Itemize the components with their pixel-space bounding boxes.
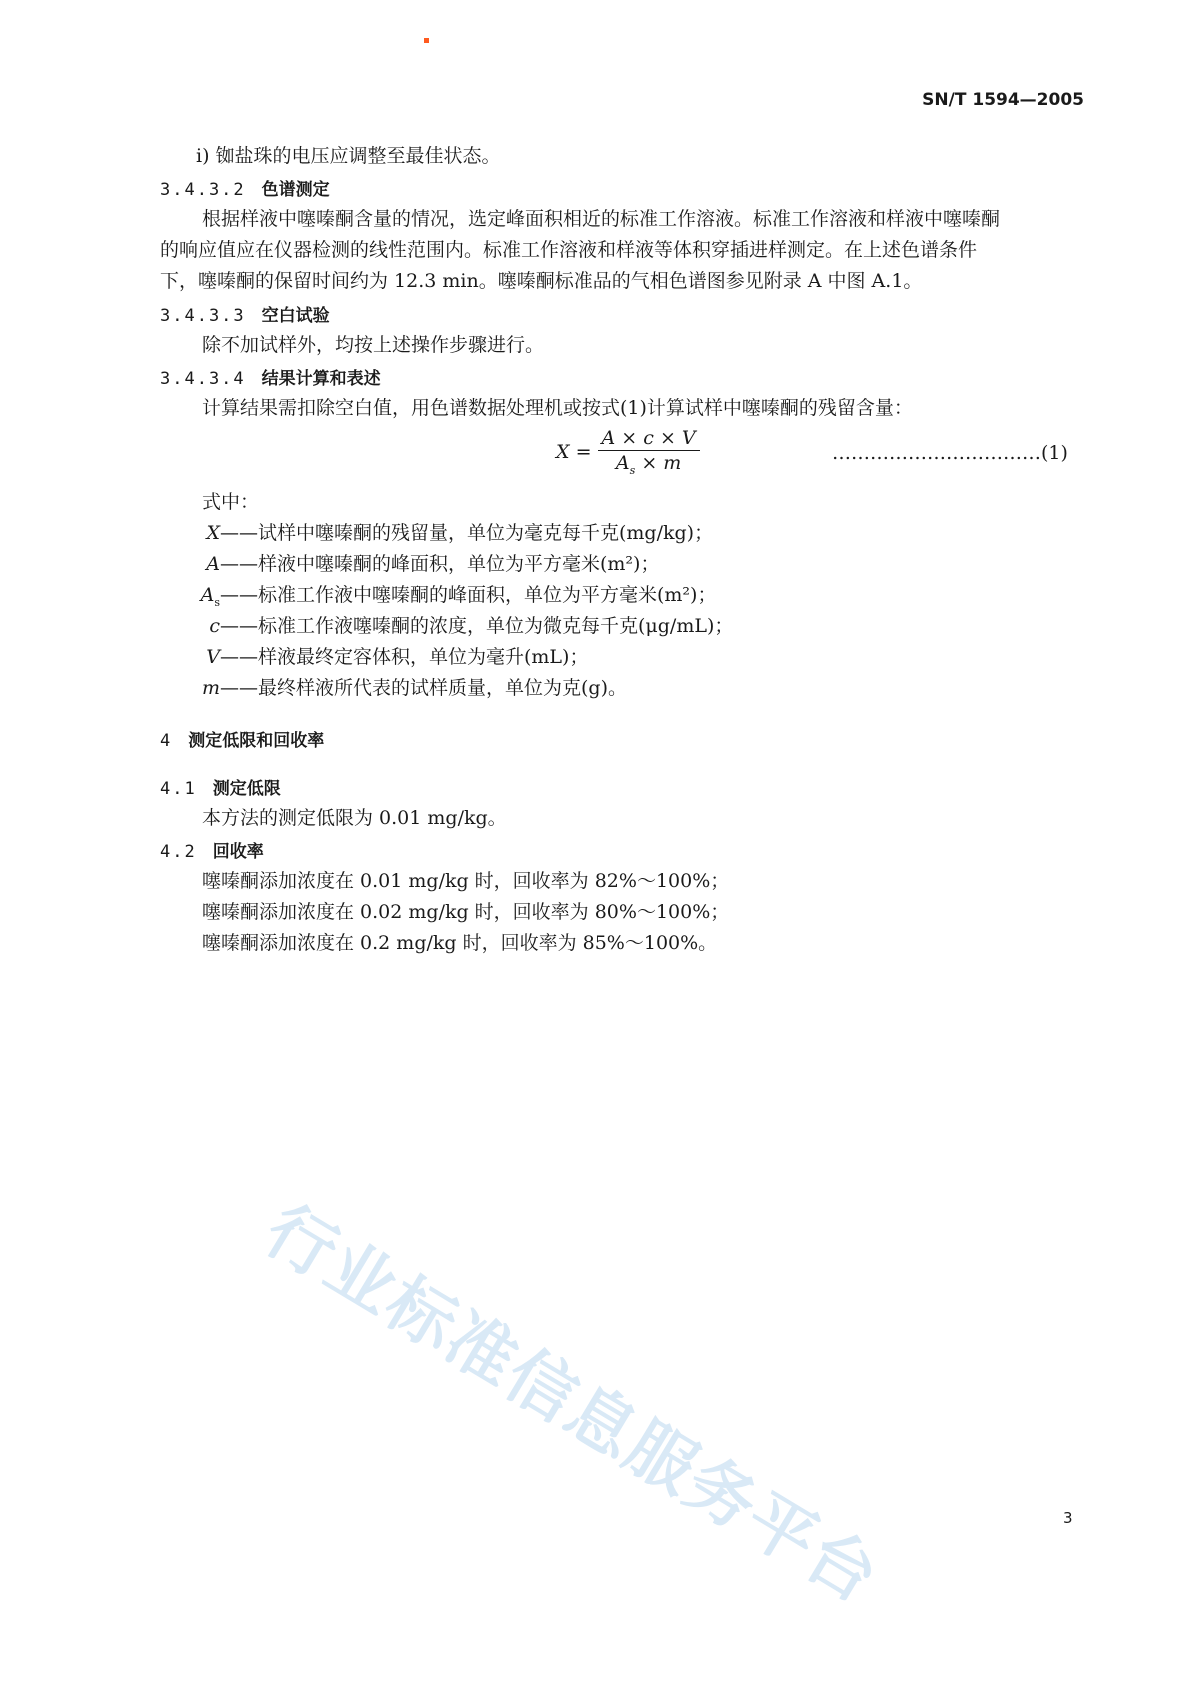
section-number: 4.1 xyxy=(160,779,197,799)
section-number: 3.4.3.4 xyxy=(160,369,246,389)
section-heading-3-4-3-4 xyxy=(160,364,381,389)
paragraph-line: 下，噻嗪酮的保留时间约为 12.3 min。噻嗪酮标准品的气相色谱图参见附录 A 中图 A.1。 xyxy=(160,270,923,292)
where-intro: 式中： xyxy=(202,491,260,513)
section-heading-3-4-3-2 xyxy=(160,175,330,200)
formula-numerator: A × c × V xyxy=(598,427,700,451)
variable-definition-a: A——样液中噻嗪酮的峰面积，单位为平方毫米(m²)； xyxy=(206,553,660,575)
variable-definition-as: $A_s——$标准工作液中噻嗪酮的峰面积，单位为平方毫米(m²)； xyxy=(200,584,717,609)
recovery-line: 噻嗪酮添加浓度在 0.2 mg/kg 时，回收率为 85%～100%。 xyxy=(202,932,718,954)
variable-definition-m: m——最终样液所代表的试样质量，单位为克(g)。 xyxy=(201,677,627,699)
section-number: 4 xyxy=(160,731,173,751)
formula-denominator: $A_s \times m$ xyxy=(615,452,682,477)
section-heading-4-2 xyxy=(160,837,264,862)
recovery-line: 噻嗪酮添加浓度在 0.01 mg/kg 时，回收率为 82%～100%； xyxy=(202,870,730,892)
section-title: 空白试验 xyxy=(261,306,330,326)
orange-mark xyxy=(424,38,429,43)
recovery-line: 噻嗪酮添加浓度在 0.02 mg/kg 时，回收率为 80%～100%； xyxy=(202,901,730,923)
paragraph: 计算结果需扣除空白值，用色谱数据处理机或按式(1)计算试样中噻嗪酮的残留含量： xyxy=(202,397,913,419)
section-heading-4-1 xyxy=(160,774,281,799)
paragraph-line: 根据样液中噻嗪酮含量的情况，选定峰面积相近的标准工作溶液。标准工作溶液和样液中噻嗪酮 xyxy=(202,208,1001,230)
paragraph: 除不加试样外，均按上述操作步骤进行。 xyxy=(202,334,545,356)
section-title: 色谱测定 xyxy=(261,180,330,200)
paragraph-line: 的响应值应在仪器检测的线性范围内。标准工作溶液和样液等体积穿插进样测定。在上述色谱条件 xyxy=(160,239,978,261)
variable-definition-v: V——样液最终定容体积，单位为毫升(mL)； xyxy=(206,646,589,668)
section-number: 3.4.3.3 xyxy=(160,306,246,326)
section-number: 4.2 xyxy=(160,842,197,862)
paragraph: 本方法的测定低限为 0.01 mg/kg。 xyxy=(202,807,507,829)
section-heading-4 xyxy=(160,726,324,751)
section-title: 测定低限和回收率 xyxy=(188,731,325,751)
section-title: 测定低限 xyxy=(212,779,281,799)
section-heading-3-4-3-3 xyxy=(160,301,330,326)
formula xyxy=(556,427,700,477)
page-number: 3 xyxy=(1063,1509,1073,1527)
section-number: 3.4.3.2 xyxy=(160,180,246,200)
section-title: 回收率 xyxy=(212,842,264,862)
variable-definition-x: X——试样中噻嗪酮的残留量，单位为毫克每千克(mg/kg)； xyxy=(206,522,714,544)
formula-fraction xyxy=(598,427,700,477)
formula-lhs: X = xyxy=(556,440,592,463)
list-item-i: i) 铷盐珠的电压应调整至最佳状态。 xyxy=(196,145,501,167)
equation-label: ……………………………(1) xyxy=(832,442,1068,464)
watermark: 行业标准信息服务平台 xyxy=(251,1190,893,1620)
standard-number: SN/T 1594—2005 xyxy=(922,90,1084,110)
variable-definition-c: c——标准工作液噻嗪酮的浓度，单位为微克每千克(μg/mL)； xyxy=(209,615,734,637)
section-title: 结果计算和表述 xyxy=(261,369,381,389)
